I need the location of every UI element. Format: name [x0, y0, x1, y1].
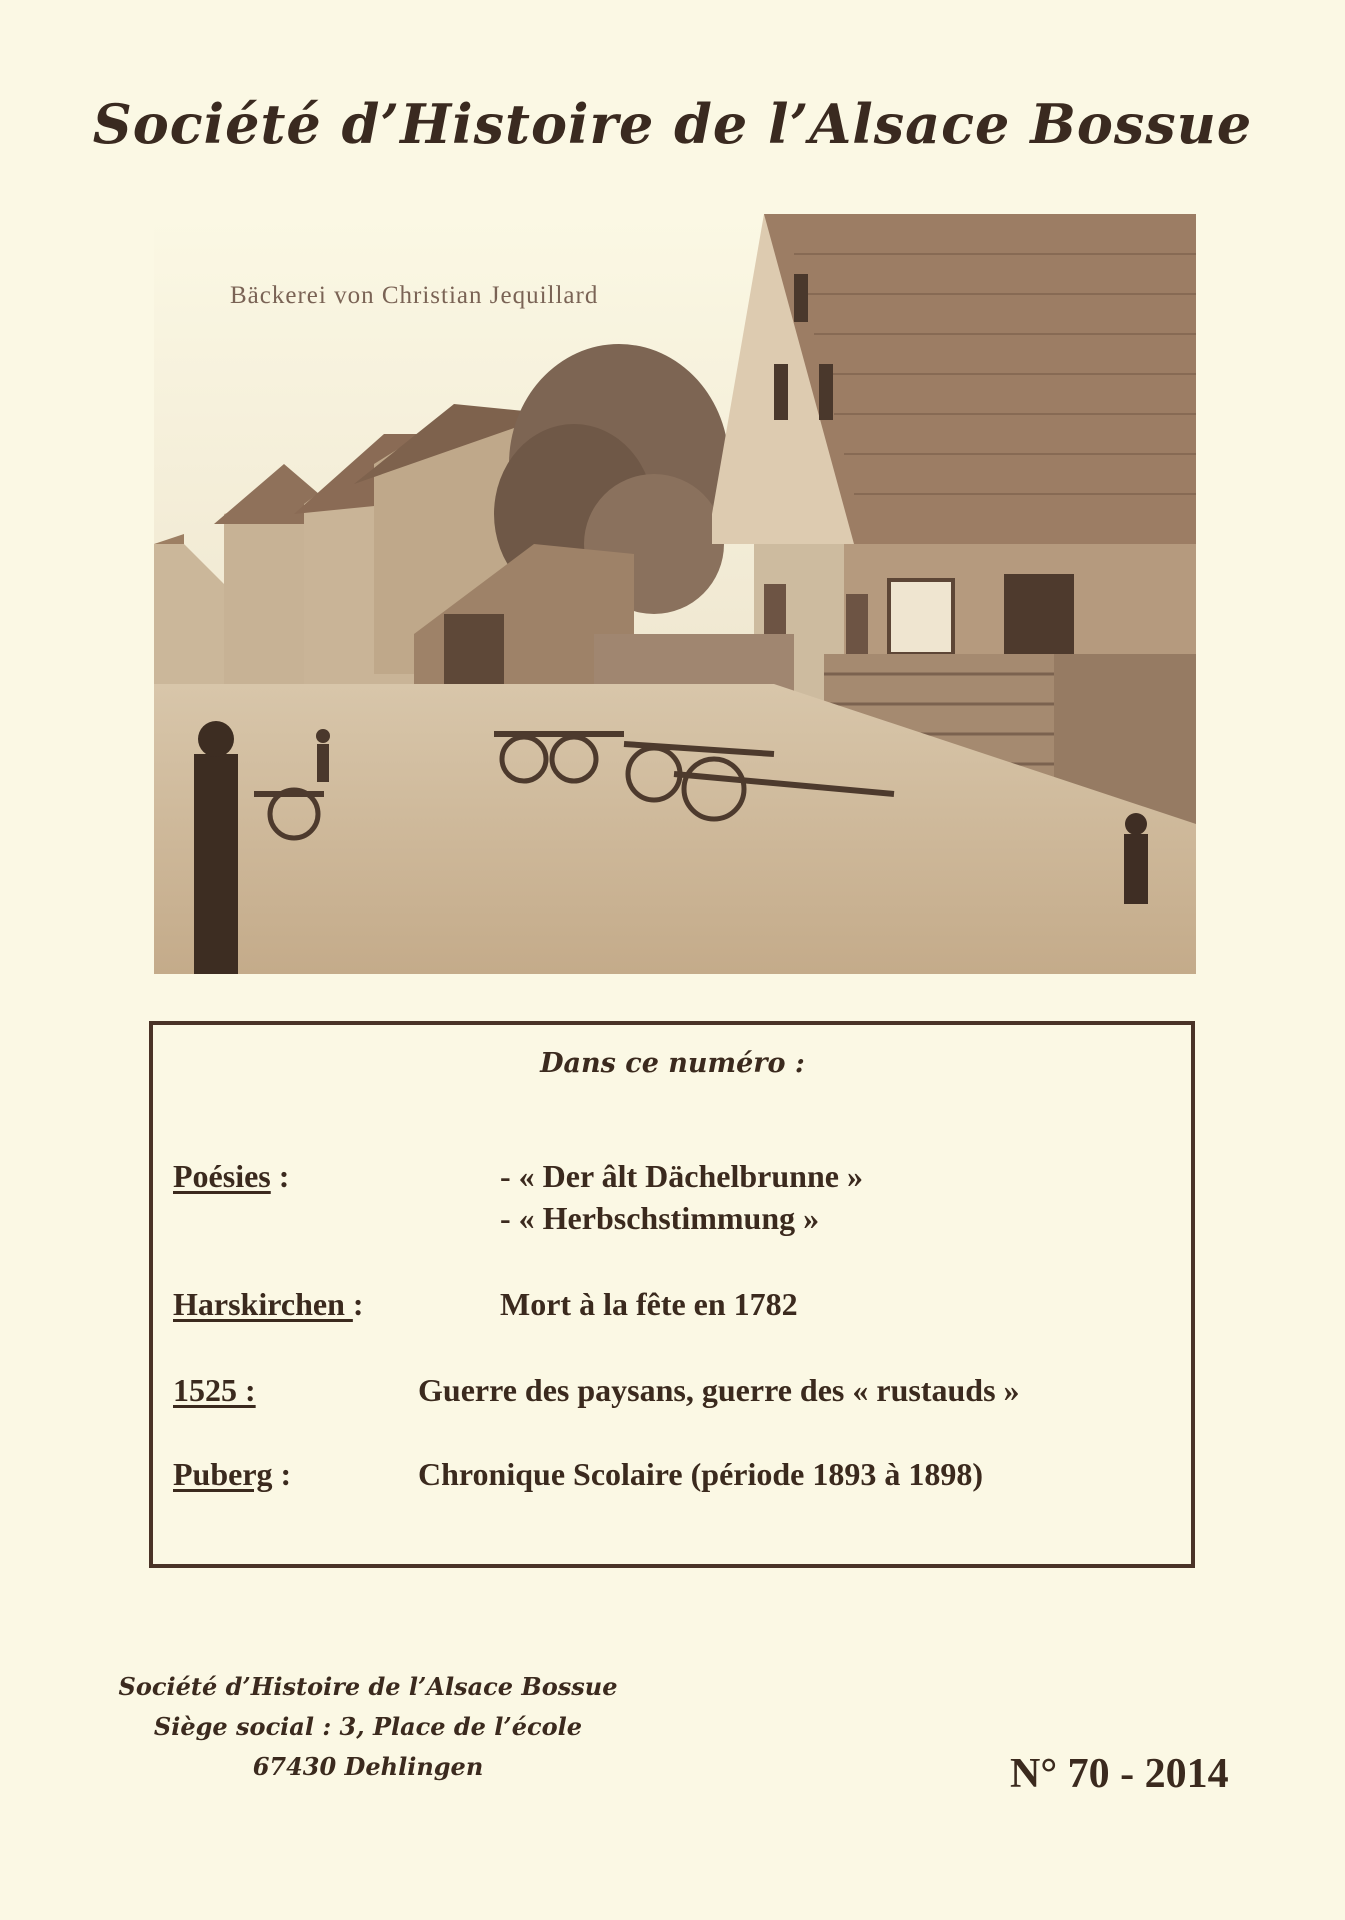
contents-label-puberg: [173, 1456, 291, 1493]
issue-number: N° 70 - 2014: [1010, 1751, 1229, 1797]
publisher-street: Siège social : 3, Place de l’école: [153, 1712, 583, 1741]
contents-entry-harskirchen: Mort à la fête en 1782: [500, 1286, 798, 1322]
photo-caption: Bäckerei von Christian Jequillard: [230, 282, 599, 309]
publisher-name: Société d’Histoire de l’Alsace Bossue: [118, 1672, 618, 1701]
label-text: 1525 :: [173, 1372, 256, 1408]
page-title: Société d’Histoire de l’Alsace Bossue: [92, 92, 1253, 156]
publisher-city: 67430 Dehlingen: [252, 1752, 484, 1781]
label-text: Poésies: [173, 1158, 271, 1194]
contents-entry-poesies-1: - « Der âlt Dächelbrunne »: [500, 1158, 863, 1194]
contents-entry-1525: Guerre des paysans, guerre des « rustauds »: [418, 1372, 1020, 1408]
label-separator: :: [270, 1158, 290, 1194]
village-street-photo: [154, 214, 1196, 974]
label-separator: :: [272, 1456, 292, 1492]
contents-entry-poesies-2: - « Herbschstimmung »: [500, 1200, 820, 1236]
contents-heading: Dans ce numéro :: [540, 1048, 805, 1079]
label-text: Harskirchen: [173, 1286, 353, 1322]
label-separator: :: [352, 1286, 364, 1322]
contents-entry-puberg: Chronique Scolaire (période 1893 à 1898): [418, 1456, 984, 1492]
cover-photo: [154, 214, 1196, 974]
contents-label-1525: [173, 1372, 256, 1409]
contents-label-harskirchen: [173, 1286, 364, 1323]
label-text: Puberg: [173, 1456, 273, 1492]
publisher-address: [108, 1667, 628, 1787]
contents-label-poesies: [173, 1158, 289, 1195]
